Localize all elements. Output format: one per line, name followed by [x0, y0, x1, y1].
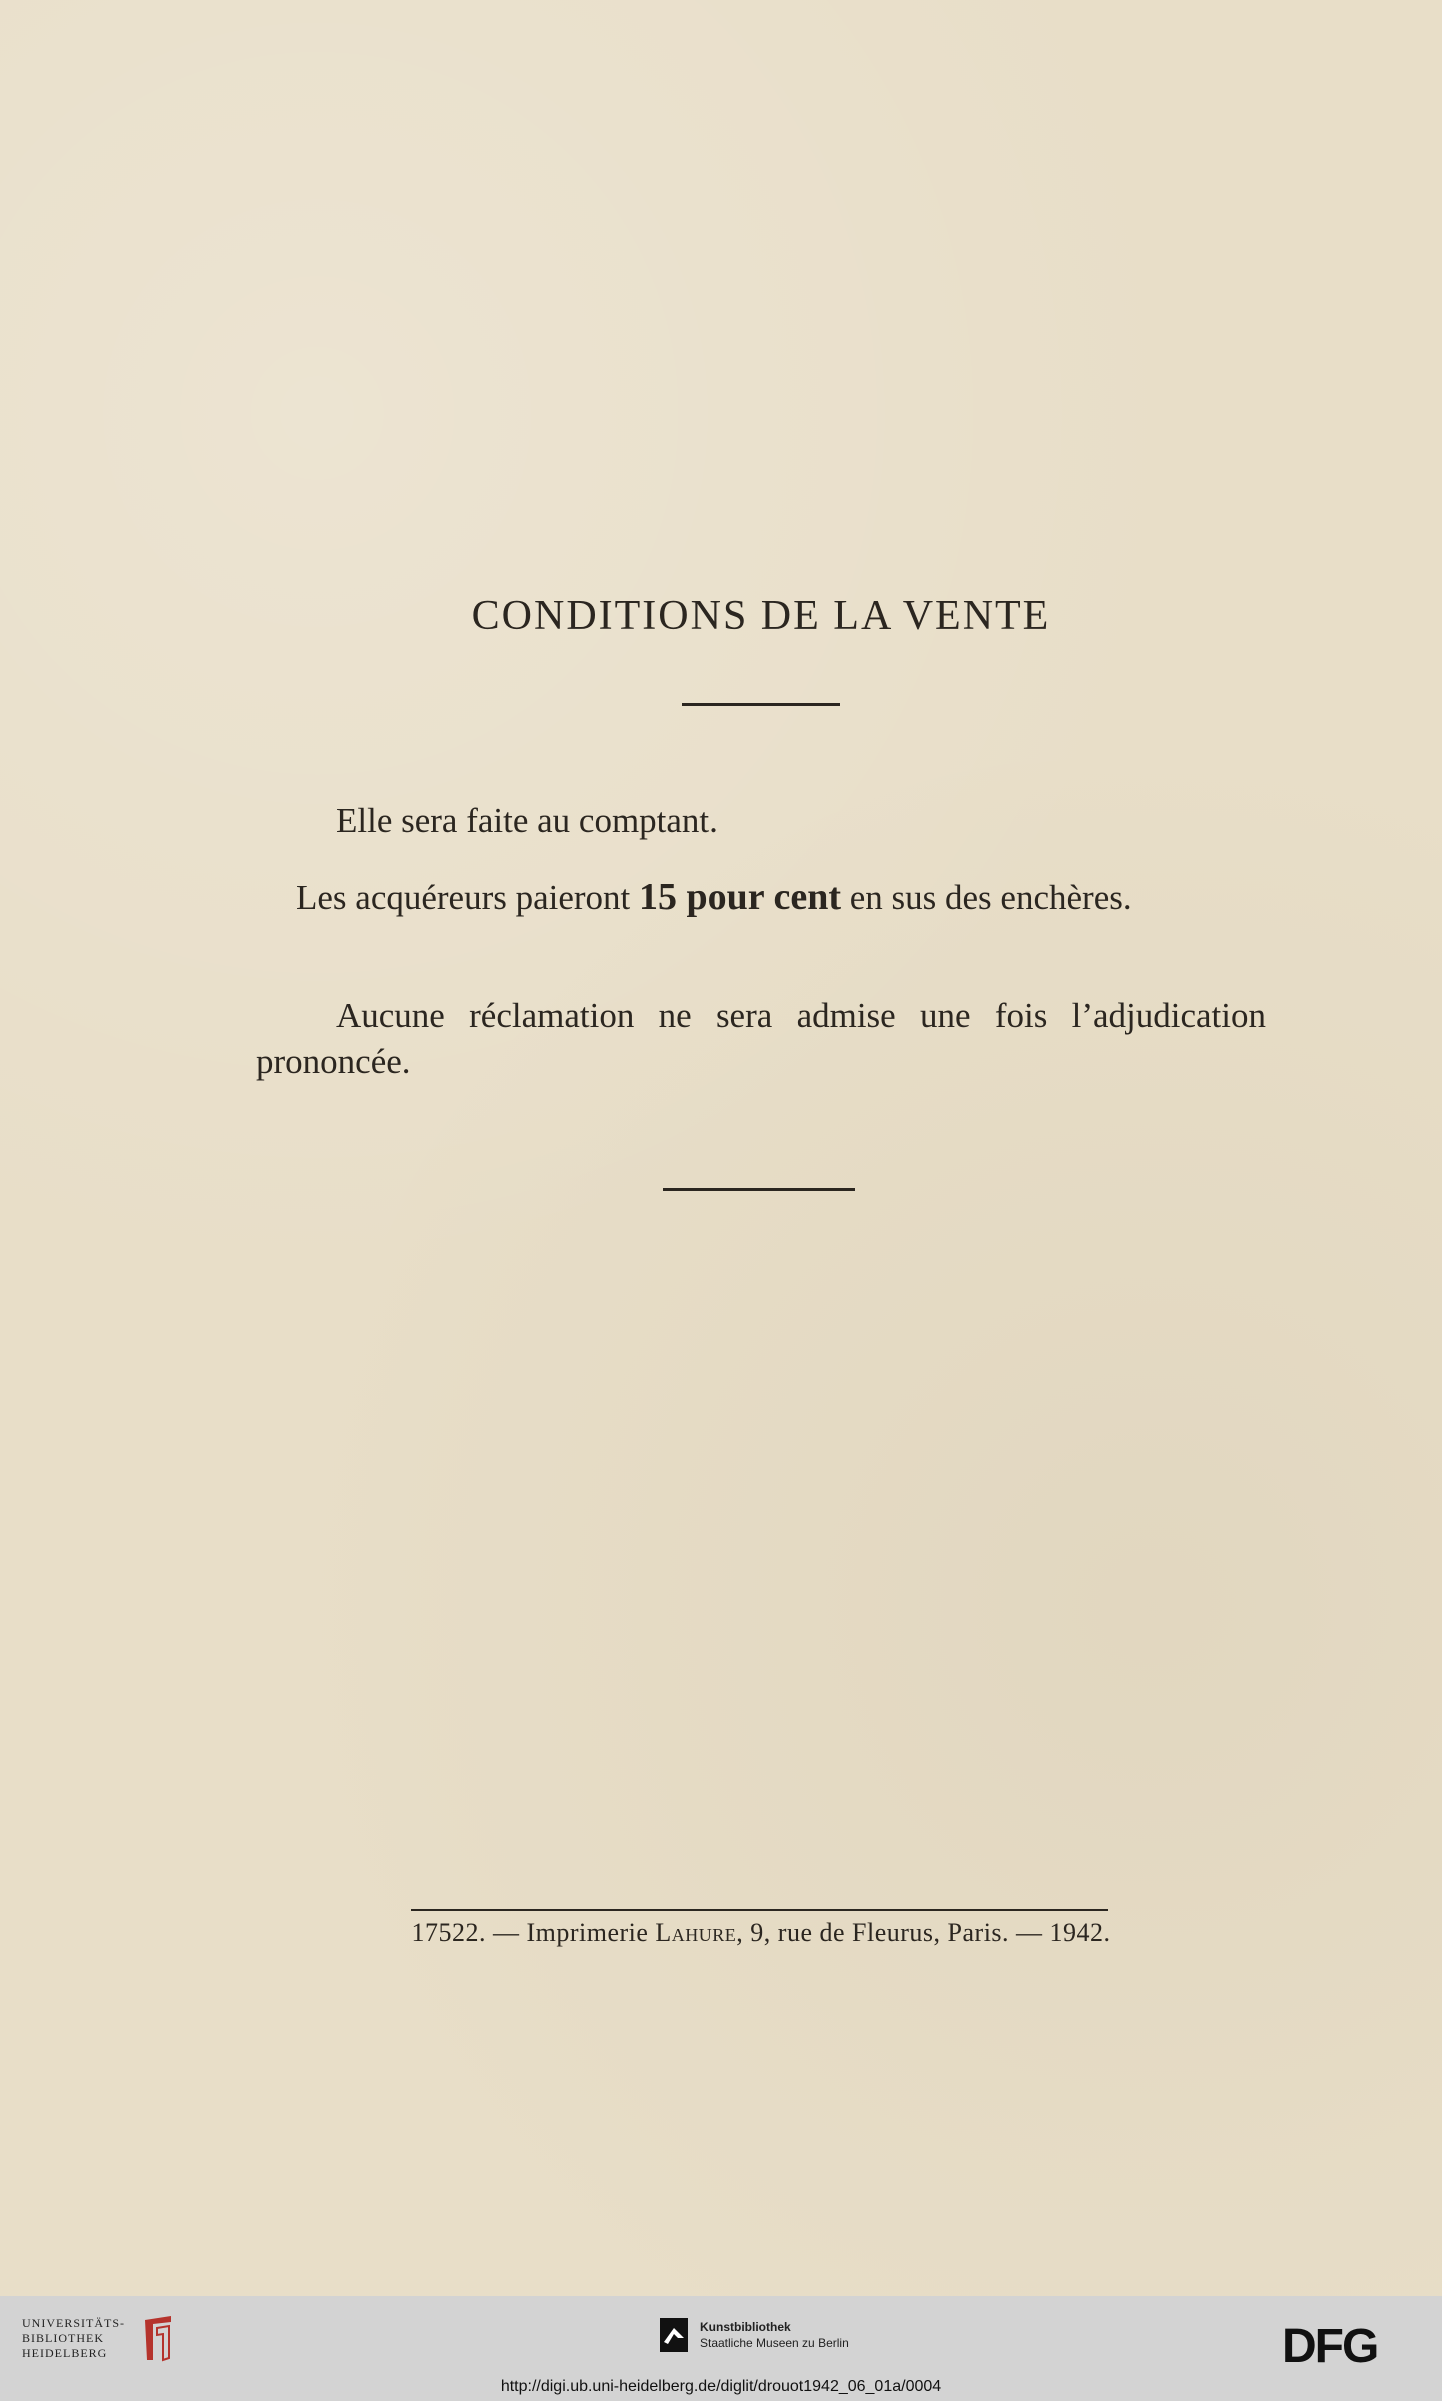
ub-logo-line1: UNIVERSITÄTS-	[22, 2315, 125, 2330]
dfg-logo-text: DFG	[1282, 2322, 1378, 2368]
ub-logo-line3: HEIDELBERG	[22, 2345, 108, 2360]
imprint-rule	[411, 1909, 1108, 1911]
printer-imprint	[0, 1918, 1442, 1948]
imprint-text-end: , 9, rue de Fleurus, Paris. — 1942.	[736, 1918, 1111, 1947]
permalink-url[interactable]: http://digi.ub.uni-heidelberg.de/diglit/drouot1942_06_01a/0004	[500, 2378, 942, 2395]
kunstbibliothek-logo[interactable]	[660, 2318, 849, 2352]
title-rule	[682, 703, 840, 706]
paragraph-claims: Aucune réclamation ne sera admise une fois l’adjudication prononcée.	[256, 996, 1266, 1081]
kunstbibliothek-text	[700, 2319, 849, 2351]
section-rule	[663, 1188, 855, 1191]
kunstbibliothek-subtitle: Staatliche Museen zu Berlin	[700, 2336, 849, 2350]
ub-emblem-icon	[141, 2314, 175, 2362]
fees-text-start: Les acquéreurs paieront	[296, 878, 640, 917]
viewer-footer	[0, 2296, 1442, 2401]
paragraph-payment: Elle sera faite au comptant.	[336, 801, 718, 840]
fees-percentage: 15 pour cent	[639, 876, 841, 918]
paragraph-fees	[256, 874, 1266, 921]
imprint-text-start: 17522. — Imprimerie	[411, 1918, 656, 1947]
ub-logo-text	[22, 2316, 125, 2361]
page-title: CONDITIONS DE LA VENTE	[471, 593, 1051, 639]
imprint-printer-name: Lahure	[655, 1918, 737, 1947]
kunstbibliothek-name: Kunstbibliothek	[700, 2320, 791, 2334]
ub-heidelberg-logo[interactable]	[22, 2314, 175, 2362]
dfg-logo[interactable]	[1282, 2322, 1416, 2373]
kunstbibliothek-emblem-icon	[660, 2318, 688, 2352]
dfg-logo-graphic	[1282, 2322, 1416, 2368]
ub-logo-line2: BIBLIOTHEK	[22, 2330, 104, 2345]
fees-text-end: en sus des enchères.	[841, 878, 1132, 917]
